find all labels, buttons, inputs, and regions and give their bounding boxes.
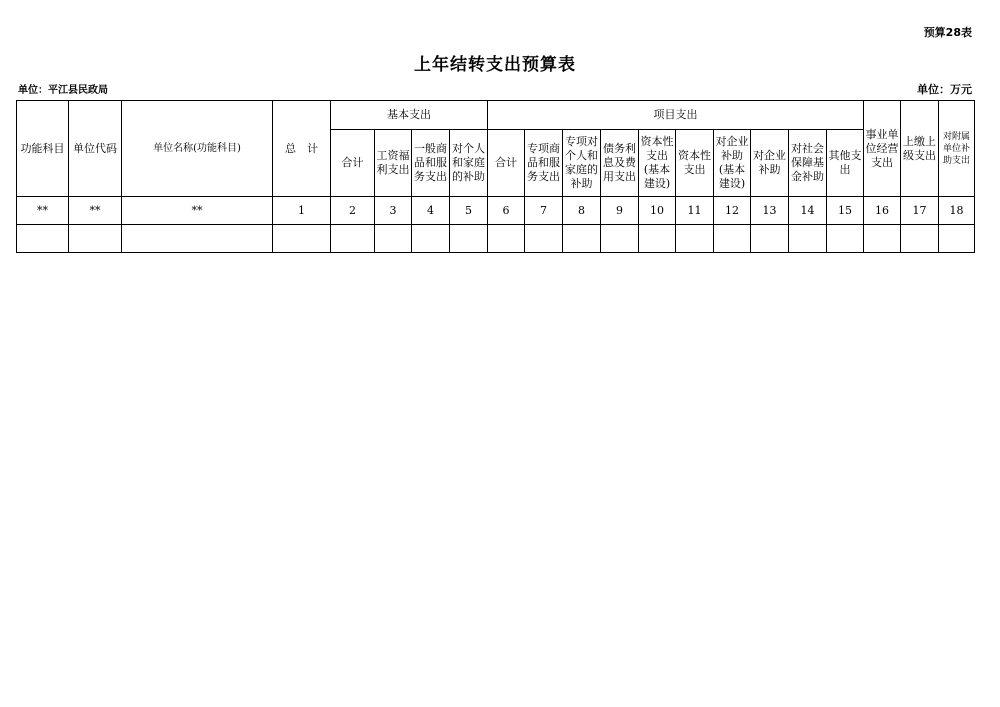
header-unit-code: 单位代码 (69, 101, 122, 197)
index-cell: 15 (827, 197, 864, 225)
empty-cell[interactable] (273, 225, 331, 253)
index-cell: 9 (601, 197, 639, 225)
index-cell: 6 (488, 197, 525, 225)
empty-cell[interactable] (69, 225, 122, 253)
empty-cell[interactable] (714, 225, 751, 253)
empty-cell[interactable] (864, 225, 901, 253)
header-capital: 资本性支出 (676, 130, 714, 197)
header-affiliate-subsidy: 对附属单位补助支出 (939, 101, 975, 197)
empty-cell[interactable] (751, 225, 789, 253)
header-enterprise-infra: 对企业补助(基本建设) (714, 130, 751, 197)
empty-data-row (17, 225, 975, 253)
empty-cell[interactable] (639, 225, 676, 253)
index-cell: 3 (375, 197, 412, 225)
empty-cell[interactable] (17, 225, 69, 253)
index-cell: ** (122, 197, 273, 225)
header-project-subtotal: 合计 (488, 130, 525, 197)
index-cell: 13 (751, 197, 789, 225)
header-project-expenditure: 项目支出 (488, 101, 864, 130)
index-cell: 12 (714, 197, 751, 225)
header-total: 总 计 (273, 101, 331, 197)
index-cell: 1 (273, 197, 331, 225)
empty-cell[interactable] (525, 225, 563, 253)
form-code: 预算28表 (923, 26, 972, 39)
empty-cell[interactable] (901, 225, 939, 253)
reporting-unit: 单位：平江县民政局 (18, 85, 108, 96)
empty-cell[interactable] (676, 225, 714, 253)
header-goods-services: 一般商品和服务支出 (412, 130, 450, 197)
header-special-goods: 专项商品和服务支出 (525, 130, 563, 197)
header-personal-subsidy: 对个人和家庭的补助 (450, 130, 488, 197)
index-cell: ** (69, 197, 122, 225)
currency-unit: 单位：万元 (917, 83, 972, 96)
index-cell: ** (17, 197, 69, 225)
header-basic-expenditure: 基本支出 (331, 101, 488, 130)
empty-cell[interactable] (827, 225, 864, 253)
index-cell: 5 (450, 197, 488, 225)
empty-cell[interactable] (331, 225, 375, 253)
header-social-security: 对社会保障基金补助 (789, 130, 827, 197)
header-debt-interest: 债务利息及费用支出 (601, 130, 639, 197)
index-cell: 17 (901, 197, 939, 225)
empty-cell[interactable] (789, 225, 827, 253)
header-other: 其他支出 (827, 130, 864, 197)
header-wages-welfare: 工资福利支出 (375, 130, 412, 197)
header-capital-infra: 资本性支出(基本建设) (639, 130, 676, 197)
index-cell: 10 (639, 197, 676, 225)
index-cell: 2 (331, 197, 375, 225)
index-cell: 4 (412, 197, 450, 225)
index-cell: 18 (939, 197, 975, 225)
empty-cell[interactable] (601, 225, 639, 253)
empty-cell[interactable] (939, 225, 975, 253)
header-business-operation: 事业单位经营支出 (864, 101, 901, 197)
index-cell: 7 (525, 197, 563, 225)
header-enterprise: 对企业补助 (751, 130, 789, 197)
index-cell: 8 (563, 197, 601, 225)
header-special-personal: 专项对个人和家庭的补助 (563, 130, 601, 197)
empty-cell[interactable] (375, 225, 412, 253)
index-row (17, 197, 975, 225)
index-cell: 16 (864, 197, 901, 225)
empty-cell[interactable] (122, 225, 273, 253)
index-cell: 14 (789, 197, 827, 225)
header-remit-superior: 上缴上级支出 (901, 101, 939, 197)
empty-cell[interactable] (450, 225, 488, 253)
budget-table (16, 100, 975, 253)
empty-cell[interactable] (563, 225, 601, 253)
header-unit-name: 单位名称(功能科目) (122, 101, 273, 197)
page-title: 上年结转支出预算表 (414, 55, 576, 75)
empty-cell[interactable] (412, 225, 450, 253)
header-function-subject: 功能科目 (17, 101, 69, 197)
empty-cell[interactable] (488, 225, 525, 253)
header-basic-subtotal: 合计 (331, 130, 375, 197)
index-cell: 11 (676, 197, 714, 225)
